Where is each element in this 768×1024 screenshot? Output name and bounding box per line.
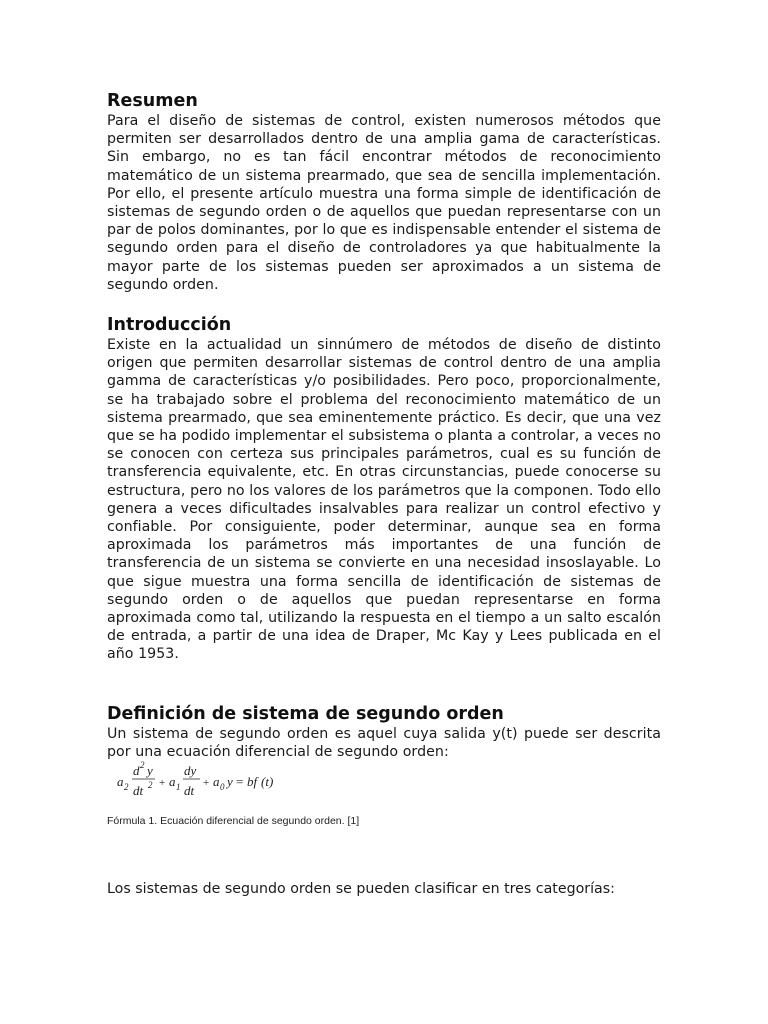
equals-sign: =	[236, 774, 244, 789]
heading-resumen: Resumen	[107, 91, 198, 111]
den-sup-2: 2	[148, 780, 153, 790]
paragraph-definicion: Un sistema de segundo orden es aquel cuya salida y(t) puede ser descrita por una ecuación diferencial de segundo orden:	[107, 726, 661, 761]
section-definicion	[107, 703, 661, 761]
coef-a0: a	[213, 774, 220, 789]
closing-paragraph: Los sistemas de segundo orden se pueden clasificar en tres categorías:	[107, 881, 615, 897]
num-y: y	[147, 763, 153, 778]
plus-1: +	[159, 777, 166, 789]
sub-2: 2	[124, 782, 129, 792]
section-resumen	[107, 90, 661, 294]
num-sup-2: 2	[140, 760, 145, 770]
heading-introduccion: Introducción	[107, 315, 232, 335]
paragraph-introduccion: Existe en la actualidad un sinnúmero de métodos de diseño de distinto origen que permiten desarrollar sistemas de control dentro de una amplia gamma de características y/o posibilidades. Pero poco, proporcionalmente, se ha trabajado sobre el problema del reconocimiento matemático de un sistema prearmado, que sea eminentemente práctico. Es decir, que una vez que se ha podido implementar el subsistema o planta a controlar, a veces no se conocen con certeza sus principales parámetros, cual es su función de transferencia equivalente, etc. En otras circunstancias, puede conocerse su estructura, pero no los valores de los parámetros que la componen. Todo ello genera a veces dificultades insalvables para realizar un control efectivo y confiable. Por consiguiente, poder determinar, aunque sea en forma aproximada los parámetros más importantes de una función de transferencia de un sistema se convierte en una necesidad insoslayable. Lo que sigue muestra una forma sencilla de identificación de sistemas de segundo orden o de aquellos que puedan representarse en forma aproximada como tal, utilizando la respuesta en el tiempo a un salto escalón de entrada, a partir de una idea de Draper, Mc Kay y Lees publicada en el año 1953.	[107, 337, 661, 663]
plus-2: +	[203, 777, 210, 789]
term-t: (t)	[261, 774, 274, 789]
num-dy: dy	[184, 763, 197, 778]
paragraph-resumen: Para el diseño de sistemas de control, existen numerosos métodos que permiten ser desarrollados dentro de una amplia gama de características. Sin embargo, no es tan fácil encontrar métodos de reconocimiento matemático de un sistema prearmado, que sea de sencilla implementación. Por ello, el presente artículo muestra una forma simple de identificación de sistemas de segundo orden o de aquellos que puedan representarse con un par de polos dominantes, por lo que es indispensable entender el sistema de segundo orden para el diseño de controladores ya que habitualmente la mayor parte de los sistemas pueden ser aproximados a un sistema de segundo orden.	[107, 113, 661, 293]
term-y: y	[227, 774, 233, 789]
section-introduccion	[107, 314, 661, 664]
den-dt-1: dt	[184, 783, 195, 798]
den-dt: dt	[133, 783, 144, 798]
term-bf: bf	[247, 774, 258, 789]
coef-a1: a	[169, 774, 176, 789]
sub-0: 0	[220, 782, 225, 792]
num-d: d	[133, 763, 140, 778]
coef-a2: a	[117, 774, 124, 789]
differential-equation-formula	[117, 760, 292, 804]
formula-caption: Fórmula 1. Ecuación diferencial de segundo orden. [1]	[107, 815, 360, 827]
sub-1: 1	[176, 782, 181, 792]
heading-definicion: Definición de sistema de segundo orden	[107, 704, 504, 724]
